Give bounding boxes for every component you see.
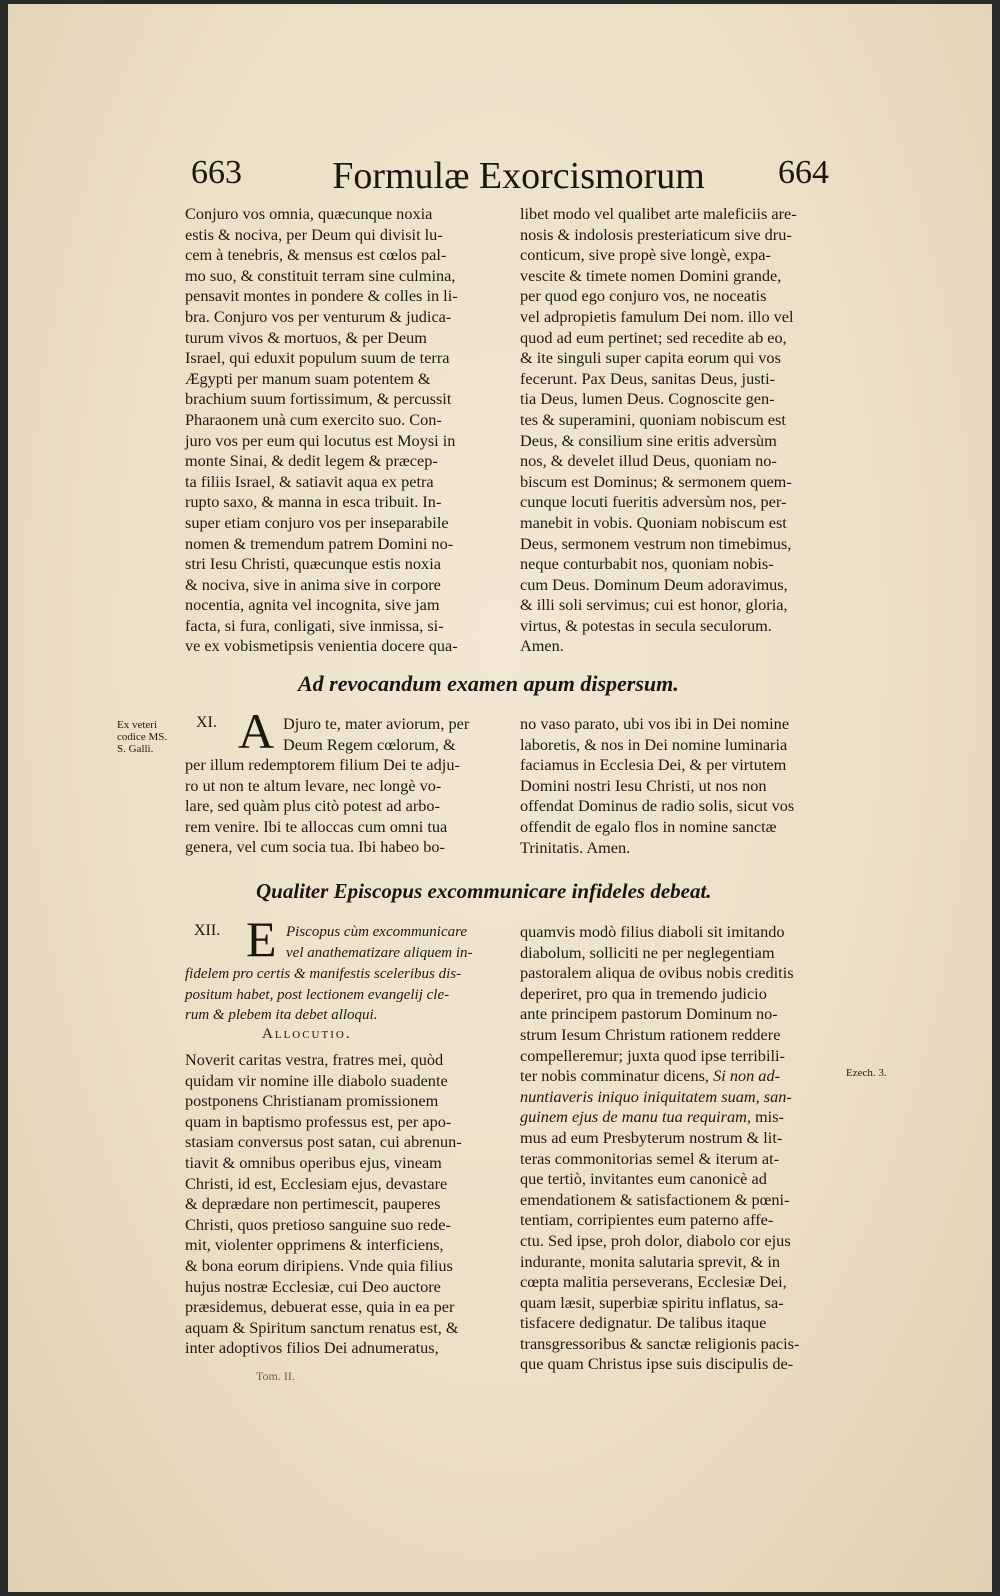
text-line: & ite singuli super capita eorum qui vos bbox=[520, 348, 781, 368]
text-line: stasiam conversus post satan, cui abrenun- bbox=[185, 1132, 462, 1152]
text-line: facta, si fura, conligati, sive inmissa, si- bbox=[185, 615, 444, 635]
text-line: Djuro te, mater aviorum, per bbox=[283, 714, 470, 733]
text-line: Conjuro vos omnia, quæcunque noxia bbox=[185, 204, 433, 223]
text-line: ro ut non te altum levare, nec longè vo- bbox=[185, 775, 442, 795]
text-line: inter adoptivos filios Dei adnumeratus, bbox=[185, 1338, 439, 1358]
text-line: mo suo, & constituit terram sine culmina, bbox=[185, 265, 456, 285]
text-line: compelleremur; juxta quod ipse terribili- bbox=[520, 1045, 785, 1065]
text-line: tia Deus, lumen Deus. Cognoscite gen- bbox=[520, 389, 775, 409]
text-line: tisfacere dedignatur. De talibus itaque bbox=[520, 1313, 767, 1333]
text-line: hujus nostræ Ecclesiæ, cui Deo auctore bbox=[185, 1276, 441, 1296]
section3-right-column bbox=[520, 922, 841, 1375]
text-line: emendationem & satisfactionem & pœni- bbox=[520, 1189, 790, 1209]
text-line: faciamus in Ecclesia Dei, & per virtutem bbox=[520, 755, 787, 775]
margin-reference: Ezech. 3. bbox=[846, 1067, 887, 1079]
section2-right-column bbox=[520, 714, 841, 858]
text-line: fecerunt. Pax Deus, sanitas Deus, justi- bbox=[520, 368, 776, 388]
text-line: mit, violenter opprimens & interficiens, bbox=[185, 1235, 444, 1255]
text-line: tentiam, corripientes eum paterno affe- bbox=[520, 1210, 774, 1230]
text-line: rem venire. Ibi te alloccas cum omni tua bbox=[185, 816, 448, 836]
text-line: turum vivos & mortuos, & per Deum bbox=[185, 327, 427, 347]
dropcap-e: E bbox=[246, 911, 277, 967]
text-line: aquam & Spiritum sanctum renatus est, & bbox=[185, 1317, 459, 1337]
text-line: nomen & tremendum patrem Domini no- bbox=[185, 533, 454, 553]
text-line: offendit de egalo flos in nomine sanctæ bbox=[520, 816, 777, 836]
text-line: que tertiò, invitantes eum canonicè ad bbox=[520, 1169, 767, 1189]
text-line: tiavit & omnibus operibus ejus, vineam bbox=[185, 1152, 442, 1172]
text-line: vel adpropietis famulum Dei nom. illo vel bbox=[520, 306, 794, 326]
text-line: nocentia, agnita vel incognita, sive jam bbox=[185, 595, 440, 615]
section-number-xii: XII. bbox=[194, 922, 221, 939]
text-line: postponens Christianam promissionem bbox=[185, 1091, 439, 1111]
text-line: & nociva, sive in anima sive in corpore bbox=[185, 574, 441, 594]
text-line: quamvis modò filius diaboli sit imitando bbox=[520, 922, 785, 941]
text-line: positum habet, post lectionem evangelij cle- bbox=[185, 986, 450, 1003]
text-line: vel anathematizare aliquem in- bbox=[286, 944, 473, 961]
text-line: quam læsit, superbiæ spiritu inflatus, sa- bbox=[520, 1292, 784, 1312]
text-line: neque conturbabit nos, quoniam nobis- bbox=[520, 554, 774, 574]
text-line: bra. Conjuro vos per venturum & judica- bbox=[185, 306, 452, 326]
text-line: nuntiaveris iniquo iniquitatem suam, san- bbox=[520, 1086, 792, 1106]
section2-left-column bbox=[185, 755, 503, 858]
text-line: S. Galli. bbox=[117, 743, 154, 755]
text-line: estis & nociva, per Deum qui divisit lu- bbox=[185, 224, 443, 244]
text-line: virtus, & potestas in secula seculorum. bbox=[520, 615, 772, 635]
text-line: cunque locuti fueritis adversùm nos, per- bbox=[520, 492, 787, 512]
text-line: stri Iesu Christi, quæcunque estis noxia bbox=[185, 554, 441, 574]
allocutio-heading: Allocutio. bbox=[262, 1026, 352, 1042]
text-line: teras commonitorias semel & iterum at- bbox=[520, 1148, 780, 1168]
text-line: ctu. Sed ipse, proh dolor, diabolo cor ejus bbox=[520, 1230, 791, 1250]
text-line: mus ad eum Presbyterum nostrum & lit- bbox=[520, 1127, 783, 1147]
text-line: no vaso parato, ubi vos ibi in Dei nomine bbox=[520, 714, 790, 733]
text-line: transgressoribus & sanctæ religionis pacis- bbox=[520, 1333, 800, 1353]
text-line: vescite & timete nomen Domini grande, bbox=[520, 265, 782, 285]
text-line: & illi soli servimus; cui est honor, gloria, bbox=[520, 595, 788, 615]
text-line: quod ad eum pertinet; sed recedite ab eo, bbox=[520, 327, 787, 347]
text-line: que quam Christus ipse suis discipulis de- bbox=[520, 1354, 794, 1374]
text-line: Piscopus cùm excommunicare bbox=[286, 924, 468, 940]
text-line: Deus, sermonem vestrum non timebimus, bbox=[520, 533, 792, 553]
text-line: rupto saxo, & manna in esca tribuit. In- bbox=[185, 492, 442, 512]
text-line: guinem ejus de manu tua requiram, mis- bbox=[520, 1107, 784, 1127]
text-line: per quod ego conjuro vos, ne noceatis bbox=[520, 286, 767, 306]
text-line: indurante, monita salutaria sprevit, & in bbox=[520, 1251, 780, 1271]
section3-left-column bbox=[185, 1050, 503, 1359]
text-line: Ex veteri bbox=[117, 719, 158, 731]
text-line: ter nobis comminatur dicens, Si non ad- bbox=[520, 1066, 781, 1086]
text-line: brachium suum fortissimum, & percussit bbox=[185, 389, 452, 409]
text-line: super etiam conjuro vos per inseparabile bbox=[185, 512, 449, 532]
page-number-right: 664 bbox=[778, 154, 829, 191]
text-line: Pharaonem unà cum exercito suo. Con- bbox=[185, 409, 442, 429]
text-line: Domini nostri Iesu Christi, ut nos non bbox=[520, 775, 767, 795]
text-line: nos, & develet illud Deus, quoniam no- bbox=[520, 451, 777, 471]
text-line: ta filiis Israel, & satiavit aqua ex petra bbox=[185, 471, 434, 491]
running-title: Formulæ Exorcismorum bbox=[332, 155, 705, 197]
text-line: Trinitatis. Amen. bbox=[520, 837, 631, 857]
text-line: rum & plebem ita debet alloqui. bbox=[185, 1007, 378, 1024]
text-line: nosis & indolosis presteriaticum sive dru- bbox=[520, 224, 792, 244]
rubric-intro bbox=[286, 922, 503, 963]
text-line: laboretis, & nos in Dei nomine luminaria bbox=[520, 734, 788, 754]
heading-excommunication: Qualiter Episcopus excommunicare infideles debeat. bbox=[256, 879, 712, 903]
section1-left-column bbox=[185, 204, 503, 657]
text-line: fidelem pro certis & manifestis sceleribus dis- bbox=[185, 966, 462, 982]
text-line: ante principem pastorum Dominum no- bbox=[520, 1004, 778, 1024]
text-line: Deum Regem cœlorum, & bbox=[283, 734, 456, 754]
text-line: pastoralem aliqua de ovibus nobis creditis bbox=[520, 963, 794, 983]
text-line: Ægypti per manum suam potentem & bbox=[185, 368, 431, 388]
book-page bbox=[8, 4, 992, 1592]
section-number-xi: XI. bbox=[196, 714, 217, 731]
text-line: Christi, id est, Ecclesiam ejus, devastare bbox=[185, 1173, 448, 1193]
text-line: tes & superamini, quoniam nobiscum est bbox=[520, 409, 786, 429]
text-line: pensavit montes in pondere & colles in li- bbox=[185, 286, 458, 306]
text-line: biscum est Dominus; & sermonem quem- bbox=[520, 471, 792, 491]
text-line: manebit in vobis. Quoniam nobiscum est bbox=[520, 512, 787, 532]
text-line: Christi, quos pretioso sanguine suo rede- bbox=[185, 1214, 451, 1234]
text-line: genera, vel cum socia tua. Ibi habeo bo- bbox=[185, 837, 445, 857]
text-line: libet modo vel qualibet arte maleficiis are- bbox=[520, 204, 797, 223]
text-line: deperiret, pro qua in tremendo judicio bbox=[520, 983, 767, 1003]
rubric-text bbox=[185, 964, 503, 1026]
text-line: offendat Dominus de radio solis, sicut vos bbox=[520, 796, 795, 816]
text-line: Israel, qui eduxit populum suum de terra bbox=[185, 348, 450, 368]
text-line: codice MS. bbox=[117, 731, 168, 743]
text-line: quam in baptismo professus est, per apo- bbox=[185, 1111, 452, 1131]
text-line: & deprædare non pertimescit, pauperes bbox=[185, 1194, 441, 1214]
text-line: juro vos per eum qui locutus est Moysi in bbox=[185, 430, 456, 450]
text-line: per illum redemptorem filium Dei te adju- bbox=[185, 755, 460, 774]
text-line: diabolum, solliciti ne per neglegentiam bbox=[520, 942, 775, 962]
margin-note-source bbox=[117, 719, 167, 755]
text-line: conticum, sive propè sive longè, expa- bbox=[520, 245, 771, 265]
text-line: quidam vir nomine ille diabolo suadente bbox=[185, 1070, 448, 1090]
text-line: cœpta malitia perseverans, Ecclesiæ Dei, bbox=[520, 1272, 787, 1292]
text-line: & bona eorum diripiens. Vnde quia filius bbox=[185, 1255, 453, 1275]
text-line: Noverit caritas vestra, fratres mei, quòd bbox=[185, 1050, 444, 1069]
section2-left-intro bbox=[283, 714, 503, 755]
text-line: cem à tenebris, & mensus est cœlos pal- bbox=[185, 245, 447, 265]
dropcap-a: A bbox=[238, 703, 275, 759]
text-line: lare, sed quàm plus citò potest ad arbo- bbox=[185, 796, 440, 816]
text-line: monte Sinai, & dedit legem & præcep- bbox=[185, 451, 438, 471]
text-line: Amen. bbox=[520, 636, 564, 656]
text-line: cum Deus. Dominum Deum adoravimus, bbox=[520, 574, 788, 594]
heading-bees: Ad revocandum examen apum dispersum. bbox=[298, 671, 679, 696]
text-line: præsidemus, debuerat esse, quia in ea per bbox=[185, 1297, 455, 1317]
page-number-left: 663 bbox=[191, 154, 242, 191]
footer-mark: Tom. II. bbox=[256, 1369, 295, 1383]
section1-right-column bbox=[520, 204, 841, 657]
text-line: strum Iesum Christum rationem reddere bbox=[520, 1024, 781, 1044]
text-line: Deus, & consilium sine eritis adversùm bbox=[520, 430, 777, 450]
text-line: ve ex vobismetipsis venientia docere qua- bbox=[185, 636, 458, 656]
